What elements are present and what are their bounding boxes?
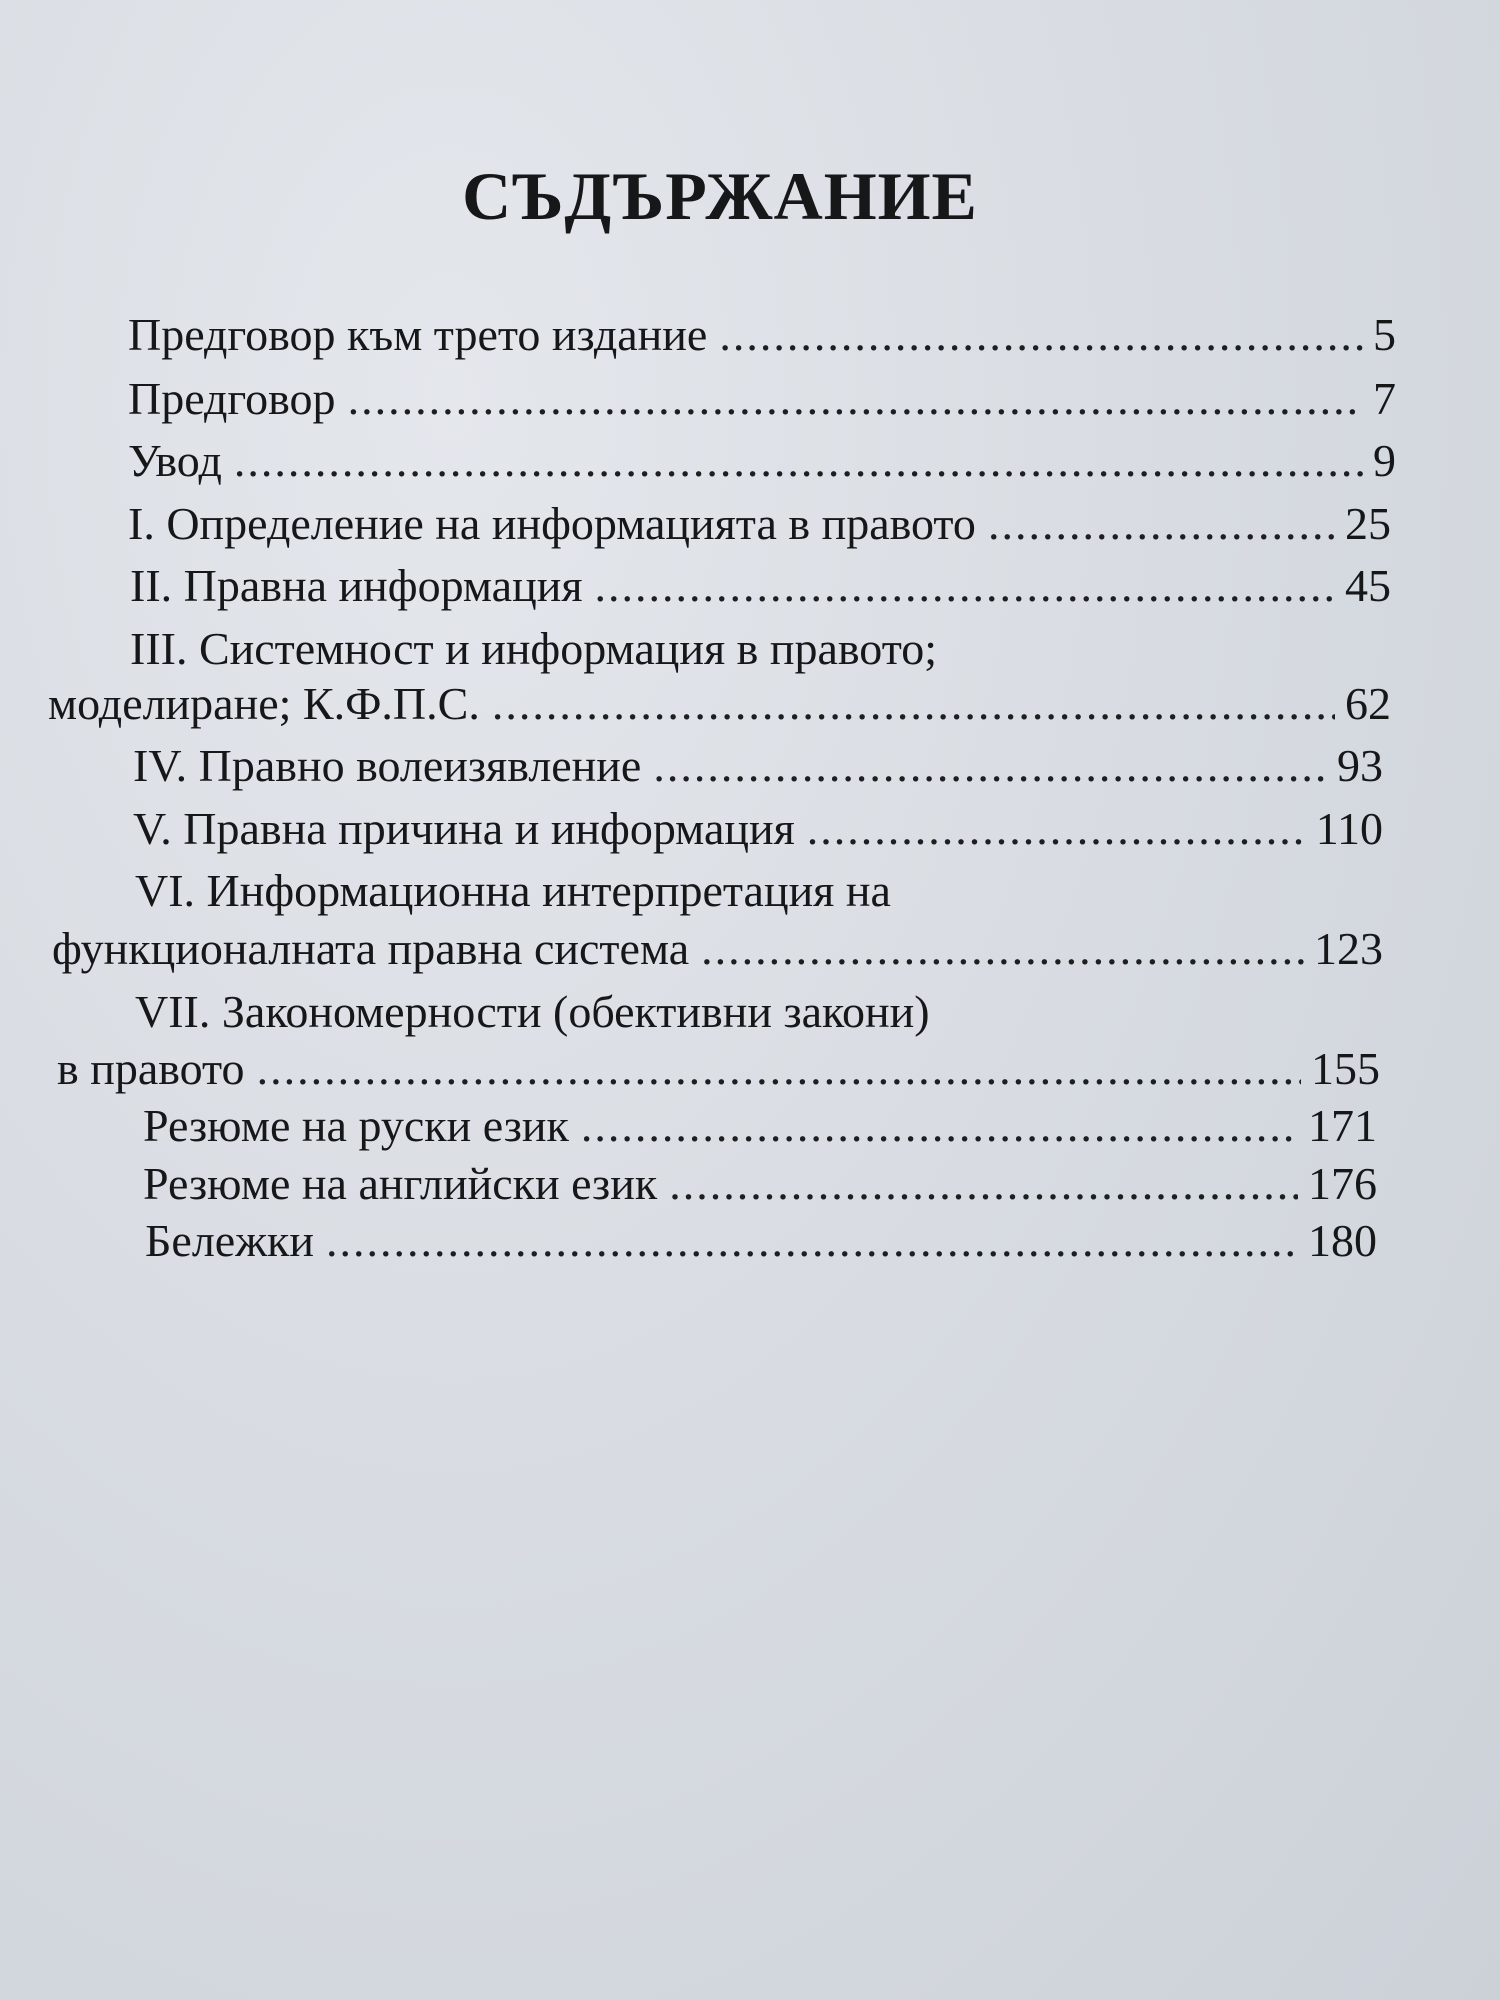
dot-leader: [326, 1212, 1298, 1270]
dot-leader: [234, 432, 1363, 490]
dot-leader: [653, 737, 1327, 795]
page-title: СЪДЪРЖАНИЕ: [462, 157, 978, 234]
toc-entry-label: Бележки: [145, 1215, 314, 1266]
dot-leader: [492, 675, 1335, 733]
toc-entry-label: моделиране; К.Ф.П.С.: [48, 678, 480, 729]
toc-entry-label: Резюме на руски език: [143, 1100, 569, 1151]
toc-entry: [52, 920, 1383, 978]
toc-entry-page: 155: [1311, 1043, 1380, 1094]
toc-entry-page: 180: [1308, 1215, 1377, 1266]
toc-entry: [128, 495, 1391, 553]
toc-entry-page: 171: [1308, 1100, 1377, 1151]
toc-entry-label: Увод: [128, 435, 222, 486]
toc-entry: [143, 1097, 1377, 1155]
dot-leader: [719, 306, 1363, 364]
toc-entry-label: в правото: [57, 1043, 245, 1094]
toc-entry-page: 7: [1373, 373, 1396, 424]
toc-entry: [57, 1040, 1380, 1098]
toc-entry-label: V. Правна причина и информация: [133, 803, 795, 854]
dot-leader: [348, 370, 1363, 428]
dot-leader: [669, 1155, 1298, 1213]
dot-leader: [594, 557, 1335, 615]
toc-entry-label: функционалната правна система: [52, 923, 690, 974]
toc-entry-label-line1: III. Системност и информация в правото;: [130, 623, 937, 674]
toc-entry-page: 25: [1345, 498, 1391, 549]
toc-entry-label-line1: VII. Закономерности (обективни закони): [135, 986, 930, 1037]
toc-entry-label: II. Правна информация: [130, 560, 583, 611]
toc-entry-label: IV. Правно волеизявление: [133, 740, 642, 791]
toc-entry-page: 123: [1314, 923, 1383, 974]
toc-entry: [128, 306, 1396, 364]
toc-entry-page: 110: [1315, 803, 1383, 854]
toc-entry-page: 93: [1337, 740, 1383, 791]
toc-entry: [145, 1212, 1377, 1270]
toc-entry: [143, 1155, 1377, 1213]
toc-entry: [48, 675, 1391, 733]
toc-entry-label: Резюме на английски език: [143, 1158, 658, 1209]
dot-leader: [581, 1097, 1298, 1155]
toc-entry-page: 176: [1308, 1158, 1377, 1209]
dot-leader: [988, 495, 1335, 553]
toc-entry-page: 5: [1373, 309, 1396, 360]
toc-entry-label: I. Определение на информацията в правото: [128, 498, 976, 549]
toc-entry: [133, 737, 1383, 795]
toc-entry-label: Предговор към трето издание: [128, 309, 708, 360]
toc-entry: [130, 557, 1391, 615]
toc-entry-page: 62: [1345, 678, 1391, 729]
toc-entry-label-line1: VI. Информационна интерпретация на: [135, 865, 891, 916]
toc-entry-page: 9: [1373, 435, 1396, 486]
toc-entry: [128, 432, 1396, 490]
toc-entry: [128, 370, 1396, 428]
toc-entry: [133, 800, 1383, 858]
toc-entry-label: Предговор: [128, 373, 336, 424]
dot-leader: [701, 920, 1304, 978]
dot-leader: [807, 800, 1306, 858]
toc-entry-page: 45: [1345, 560, 1391, 611]
dot-leader: [257, 1040, 1301, 1098]
